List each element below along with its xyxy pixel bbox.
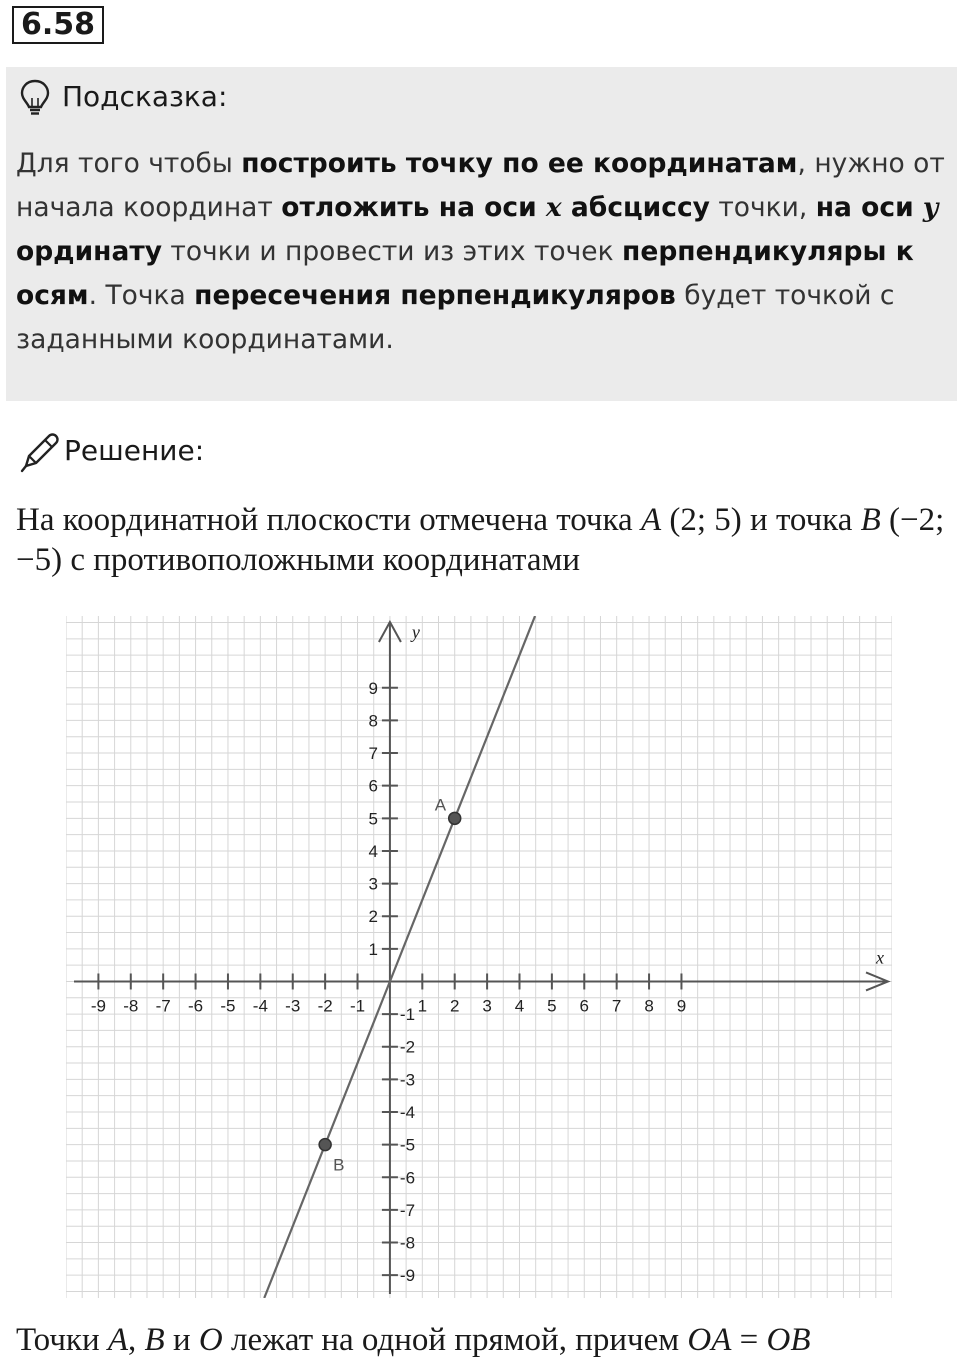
x-tick-label: -5 — [220, 996, 236, 1016]
text-segment: = — [731, 1322, 767, 1358]
task-number: 6.58 — [12, 6, 104, 44]
solution-title: Решение: — [64, 434, 205, 467]
text-segment: (2; 5) и точка — [661, 502, 861, 538]
x-tick-label: -7 — [155, 996, 171, 1016]
solution-paragraph-1 — [16, 500, 951, 580]
x-tick-label: 8 — [644, 996, 654, 1016]
x-tick-label: 6 — [579, 996, 590, 1016]
x-tick-label: -1 — [349, 996, 366, 1016]
line-through-origin — [264, 616, 535, 1298]
solution-paragraph-2 — [16, 1320, 951, 1360]
y-tick-label: -6 — [399, 1168, 416, 1188]
text-segment: A — [640, 502, 662, 538]
y-tick-label: 3 — [368, 874, 378, 894]
point-b — [319, 1139, 331, 1151]
y-tick-label: 2 — [368, 907, 378, 927]
y-tick-label: 4 — [368, 841, 378, 861]
text-segment: , нужно от начала координат — [16, 148, 945, 223]
x-tick-label: 2 — [449, 996, 460, 1016]
y-tick-label: 9 — [368, 678, 378, 698]
text-segment: O — [198, 1322, 223, 1358]
text-segment: будет точкой с заданными координатами. — [16, 280, 895, 355]
x-tick-label: 4 — [514, 996, 525, 1016]
y-tick-label: 6 — [368, 776, 378, 796]
text-segment: построить точку по ее координатам — [241, 148, 798, 179]
x-tick-label: -3 — [285, 996, 301, 1016]
text-segment: Для того чтобы — [16, 148, 242, 179]
text-segment: y — [922, 192, 939, 223]
text-segment: . Точка — [88, 280, 195, 311]
text-segment: перпендикуляры к осям — [16, 236, 914, 311]
x-tick-label: -8 — [123, 996, 139, 1016]
y-tick-label: -1 — [399, 1005, 416, 1025]
y-tick-label: -4 — [399, 1103, 416, 1122]
point-a — [449, 812, 461, 824]
y-tick-label: -7 — [399, 1200, 416, 1220]
text-segment: на оси — [815, 192, 923, 223]
text-segment: OA — [687, 1322, 732, 1358]
text-segment: x — [545, 192, 562, 223]
y-tick-label: 7 — [368, 744, 378, 764]
y-tick-label: 5 — [368, 809, 378, 829]
y-tick-label: 1 — [368, 939, 378, 959]
y-tick-label: -9 — [399, 1266, 416, 1286]
text-segment: пересечения перпендикуляров — [194, 280, 676, 311]
x-tick-label: 7 — [611, 996, 622, 1016]
text-segment: OB — [766, 1322, 811, 1358]
x-tick-label: 9 — [676, 996, 687, 1016]
hint-text — [16, 142, 950, 362]
lightbulb-icon — [18, 78, 52, 118]
coordinate-plane-chart — [66, 616, 892, 1298]
text-segment: Точки — [16, 1322, 108, 1358]
x-tick-label: 1 — [417, 996, 428, 1016]
text-segment: отложить на оси — [281, 192, 546, 223]
text-segment: (−2; −5) с противоположными координатами — [16, 502, 945, 578]
text-segment: точки, — [709, 192, 816, 223]
x-axis-label: x — [876, 947, 884, 968]
y-axis-label: y — [411, 622, 420, 642]
text-segment: A — [107, 1322, 129, 1358]
text-segment: лежат на одной прямой, причем — [222, 1322, 688, 1358]
y-tick-label: 8 — [368, 711, 378, 731]
x-tick-label: -4 — [252, 996, 268, 1016]
text-segment: точки и провести из этих точек — [161, 236, 623, 267]
text-segment: B — [144, 1322, 165, 1358]
text-segment: абсциссу — [561, 192, 710, 223]
text-segment: На координатной плоскости отмечена точка — [16, 502, 641, 538]
x-tick-label: -2 — [317, 996, 333, 1016]
y-tick-label: -5 — [399, 1135, 416, 1155]
text-segment: ординату — [16, 236, 162, 267]
pencil-icon — [18, 430, 60, 474]
x-tick-label: -9 — [90, 996, 106, 1016]
y-tick-label: -3 — [399, 1070, 416, 1090]
x-tick-label: -6 — [188, 996, 204, 1016]
y-tick-label: -8 — [399, 1233, 416, 1253]
point-label-b: B — [333, 1155, 345, 1175]
x-tick-label: 5 — [547, 996, 557, 1016]
text-segment: B — [860, 502, 881, 538]
text-segment: и — [164, 1322, 199, 1358]
y-tick-label: -2 — [399, 1037, 416, 1057]
text-segment: , — [128, 1322, 145, 1358]
x-tick-label: 3 — [482, 996, 492, 1016]
hint-title: Подсказка: — [62, 80, 228, 113]
point-label-a: A — [434, 795, 447, 815]
